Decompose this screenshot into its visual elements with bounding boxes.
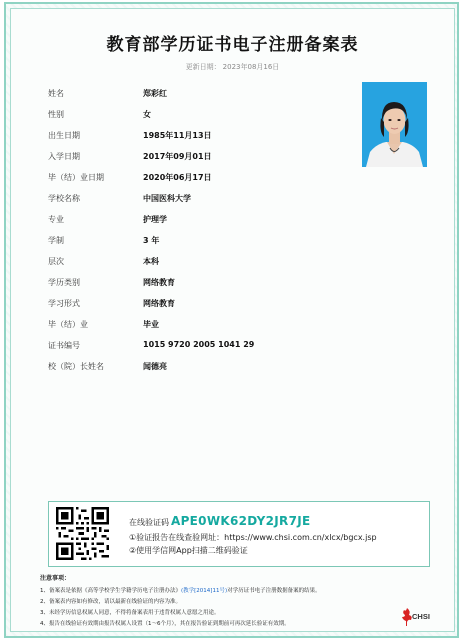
field-row-name bbox=[48, 88, 348, 102]
field-row-certificate-number bbox=[48, 340, 348, 354]
field-row-study-form bbox=[48, 298, 348, 312]
verification-code-label: 在线验证码 bbox=[129, 518, 169, 527]
chsi-logo-text: CHSI bbox=[412, 612, 430, 621]
update-date-label: 更新日期： bbox=[185, 63, 221, 71]
field-row-birth-date bbox=[48, 130, 348, 144]
field-value: 1985年11月13日 bbox=[143, 131, 212, 140]
field-row-education-type bbox=[48, 277, 348, 291]
field-label: 出生日期 bbox=[48, 131, 80, 140]
field-label: 学制 bbox=[48, 236, 64, 245]
field-value: 毕业 bbox=[143, 320, 159, 329]
update-date-value: 2023年08月16日 bbox=[222, 63, 280, 71]
field-label: 证书编号 bbox=[48, 341, 80, 350]
field-label: 毕（结）业 bbox=[48, 320, 88, 329]
field-label: 校（院）长姓名 bbox=[48, 362, 104, 371]
field-label: 学校名称 bbox=[48, 194, 80, 203]
field-value: 本科 bbox=[143, 257, 159, 266]
field-value: 2020年06月17日 bbox=[143, 173, 212, 182]
field-row-level bbox=[48, 256, 348, 270]
notes-section bbox=[40, 573, 430, 630]
notes-title: 注意事项： bbox=[40, 575, 71, 582]
field-label: 专业 bbox=[48, 215, 64, 224]
qr-code-icon[interactable] bbox=[56, 507, 109, 560]
verification-box bbox=[48, 501, 430, 567]
update-date bbox=[0, 62, 465, 72]
note-item-1 bbox=[40, 586, 430, 597]
field-row-duration bbox=[48, 235, 348, 249]
field-label: 学习形式 bbox=[48, 299, 80, 308]
field-label: 姓名 bbox=[48, 89, 64, 98]
field-label: 入学日期 bbox=[48, 152, 80, 161]
field-value: 闻德亮 bbox=[143, 362, 167, 371]
field-value: 中国医科大学 bbox=[143, 194, 191, 203]
field-label: 学历类别 bbox=[48, 278, 80, 287]
verification-url-line[interactable]: ①验证报告在线查验网址：https://www.chsi.com.cn/xlcx/bgcx.jsp bbox=[129, 533, 377, 542]
field-label: 毕（结）业日期 bbox=[48, 173, 104, 182]
note-text: 对学历证书电子注册数据备案的结果。 bbox=[227, 588, 321, 594]
note-text: 1、备案表是依据《高等学校学生学籍学历电子注册办法》 bbox=[40, 588, 182, 594]
field-label: 性别 bbox=[48, 110, 64, 119]
note-item-2: 2、备案表内容如有修改，请以最新在线验证的内容为准。 bbox=[40, 599, 182, 605]
note-item-3: 3、未经学历信息权属人同意，不得将备案表用于违背权属人意愿之用途。 bbox=[40, 610, 220, 616]
field-row-gender bbox=[48, 109, 348, 123]
field-value: 网络教育 bbox=[143, 299, 175, 308]
regulation-link[interactable]: (教学[2014]11号) bbox=[181, 588, 228, 594]
page-title: 教育部学历证书电子注册备案表 bbox=[106, 35, 359, 55]
student-photo bbox=[362, 82, 427, 167]
field-value: 护理学 bbox=[143, 215, 167, 224]
field-row-graduation-date bbox=[48, 172, 348, 186]
verification-code: APE0WK62DY2JR7JE bbox=[171, 514, 311, 528]
field-value: 女 bbox=[143, 110, 151, 119]
field-value: 1015 9720 2005 1041 29 bbox=[143, 340, 255, 349]
verification-code-row bbox=[129, 514, 311, 528]
field-row-major bbox=[48, 214, 348, 228]
field-row-enroll-date bbox=[48, 151, 348, 165]
verification-app-line: ②使用学信网App扫描二维码验证 bbox=[129, 546, 248, 555]
field-row-president bbox=[48, 361, 348, 375]
note-item-4: 4、报告在线验证有效期由报告权属人设置（1～6个月），其在报告验证到期前可再次延长验证有效期。 bbox=[40, 621, 290, 627]
field-row-graduation-status bbox=[48, 319, 348, 333]
field-value: 郑彩红 bbox=[143, 89, 167, 98]
field-value: 网络教育 bbox=[143, 278, 175, 287]
field-value: 3 年 bbox=[143, 236, 160, 245]
field-row-school bbox=[48, 193, 348, 207]
field-value: 2017年09月01日 bbox=[143, 152, 212, 161]
field-label: 层次 bbox=[48, 257, 64, 266]
